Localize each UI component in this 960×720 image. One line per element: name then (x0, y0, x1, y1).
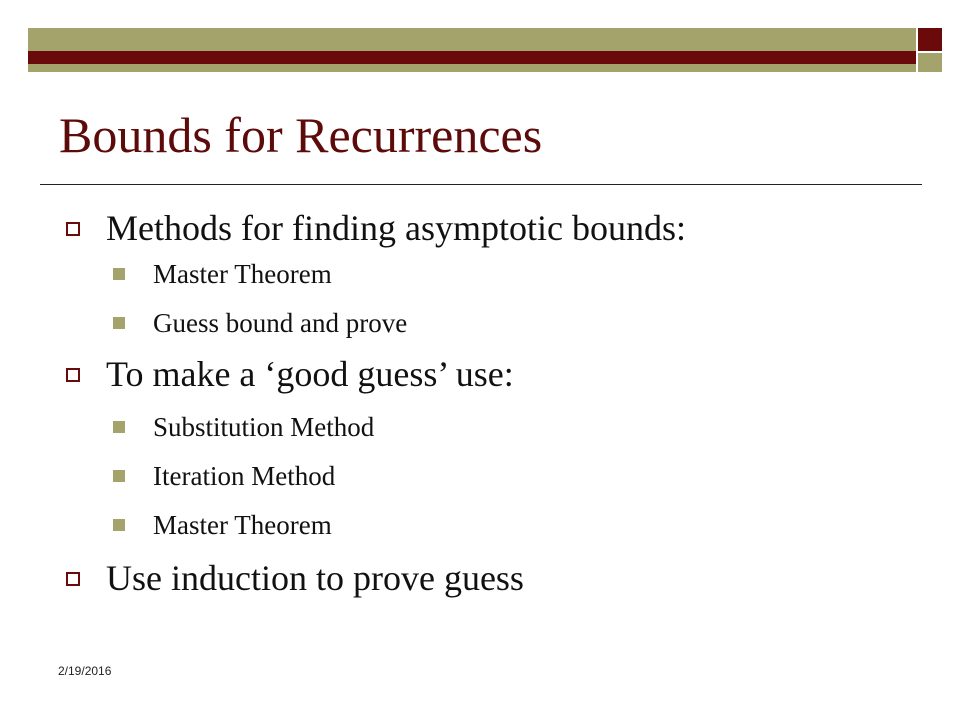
filled-square-bullet-icon (113, 268, 125, 280)
sub-bullet-text: Iteration Method (153, 461, 336, 491)
slide-date: 2/19/2016 (58, 664, 112, 678)
filled-square-bullet-icon (113, 470, 125, 482)
bullet-text: Methods for finding asymptotic bounds: (106, 208, 686, 248)
filled-square-bullet-icon (113, 421, 125, 433)
sub-bullet-text: Substitution Method (153, 412, 375, 442)
filled-square-bullet-icon (113, 519, 125, 531)
slide-title: Bounds for Recurrences (59, 107, 543, 163)
filled-square-bullet-icon (113, 317, 125, 329)
sub-bullet-text: Master Theorem (153, 510, 332, 540)
hollow-square-bullet-icon (66, 368, 80, 382)
sub-bullet-text: Master Theorem (153, 259, 332, 289)
bullet-text: To make a ‘good guess’ use: (106, 354, 514, 394)
hollow-square-bullet-icon (66, 222, 80, 236)
hollow-square-bullet-icon (66, 572, 80, 586)
bullet-text: Use induction to prove guess (106, 558, 524, 598)
sub-bullet-text: Guess bound and prove (153, 308, 408, 338)
